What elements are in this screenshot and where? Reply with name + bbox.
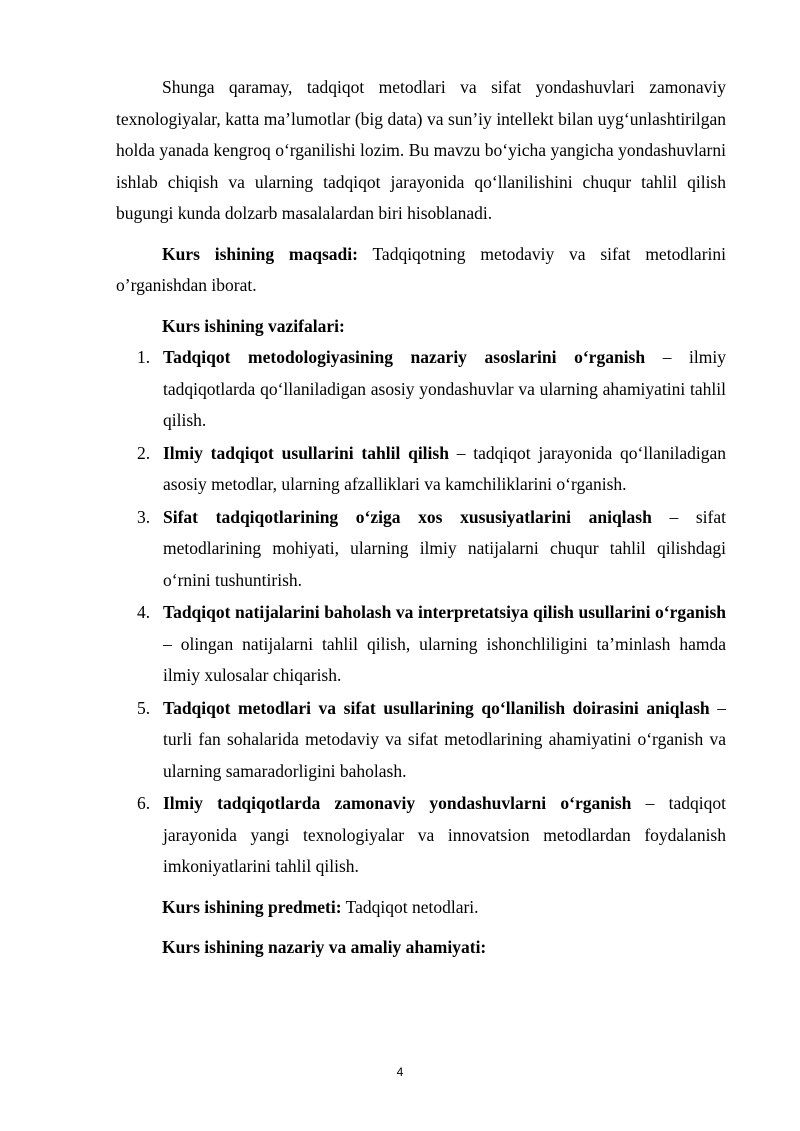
task-number: 6. bbox=[137, 793, 151, 813]
task-item bbox=[116, 438, 726, 501]
significance-heading: Kurs ishining nazariy va amaliy ahamiyati: bbox=[162, 937, 487, 957]
task-title: Tadqiqot metodlari va sifat usullarining qo‘llanilish doirasini aniqlash bbox=[163, 697, 710, 718]
subject-paragraph bbox=[116, 892, 726, 924]
task-item bbox=[116, 597, 726, 692]
task-text: – sifat metodlarining mohiyati, ularning ilmiy natijalarni chuqur tahlil qilishdagi o‘rnini tushuntirish. bbox=[163, 506, 726, 590]
subject-text: Tadqiqot netodlari. bbox=[341, 896, 479, 917]
task-number: 4. bbox=[137, 602, 151, 622]
task-title: Sifat tadqiqotlarining o‘ziga xos xususiyatlarini aniqlash bbox=[163, 506, 652, 527]
task-text: – olingan natijalarni tahlil qilish, ularning ishonchliligini ta’minlash hamda ilmiy xulosalar chiqarish. bbox=[163, 633, 726, 685]
task-number: 5. bbox=[137, 697, 151, 718]
goal-text: Tadqiqotning metodaviy va sifat metodlarini o’rganishdan iborat. bbox=[116, 243, 726, 295]
task-text: – tadqiqot jarayonida yangi texnologiyalar va innovatsion metodlardan foydalanish imkoniyatlarini tahlil qilish. bbox=[163, 793, 726, 876]
page-number: 4 bbox=[396, 1065, 404, 1079]
task-item bbox=[116, 502, 726, 597]
tasks-list bbox=[116, 342, 726, 883]
task-title: Ilmiy tadqiqotlarda zamonaviy yondashuvlarni o‘rganish bbox=[163, 793, 632, 813]
document-page bbox=[116, 72, 726, 964]
task-text: – tadqiqot jarayonida qo‘llaniladigan asosiy metodlar, ularning afzalliklari va kamchiliklarini o‘rganish. bbox=[163, 442, 726, 494]
subject-label: Kurs ishining predmeti: bbox=[162, 896, 342, 917]
task-number: 1. bbox=[137, 347, 151, 367]
task-title: Tadqiqot natijalarini baholash va interpretatsiya qilish usullarini o‘rganish bbox=[163, 602, 726, 622]
task-text: – turli fan sohalarida metodaviy va sifat metodlarining ahamiyatini o‘rganish va ularning samaradorligini baholash. bbox=[163, 697, 726, 781]
goal-paragraph bbox=[116, 239, 726, 302]
task-number: 3. bbox=[137, 506, 151, 527]
task-item bbox=[116, 788, 726, 883]
task-number: 2. bbox=[137, 442, 151, 463]
tasks-heading: Kurs ishining vazifalari: bbox=[162, 315, 345, 336]
goal-label: Kurs ishining maqsadi: bbox=[162, 243, 358, 264]
intro-paragraph: Shunga qaramay, tadqiqot metodlari va sifat yondashuvlari zamonaviy texnologiyalar, katta ma’lumotlar (big data) va sun’iy intellekt bilan uyg‘unlashtirilgan holda yanada kengroq o‘rganilishi lozim. Bu mavzu bo‘yicha yangicha yondashuvlarni ishlab chiqish va ularning tadqiqot jarayonida qo‘llanilishini chuqur tahlil qilish bugungi kunda dolzarb masalalardan biri hisoblanadi. bbox=[116, 77, 726, 223]
task-title: Ilmiy tadqiqot usullarini tahlil qilish bbox=[163, 442, 449, 463]
task-item bbox=[116, 342, 726, 437]
task-item bbox=[116, 693, 726, 788]
task-text: – ilmiy tadqiqotlarda qo‘llaniladigan asosiy yondashuvlar va ularning ahamiyatini tahlil qilish. bbox=[163, 347, 727, 430]
task-title: Tadqiqot metodologiyasining nazariy asoslarini o‘rganish bbox=[163, 347, 646, 367]
